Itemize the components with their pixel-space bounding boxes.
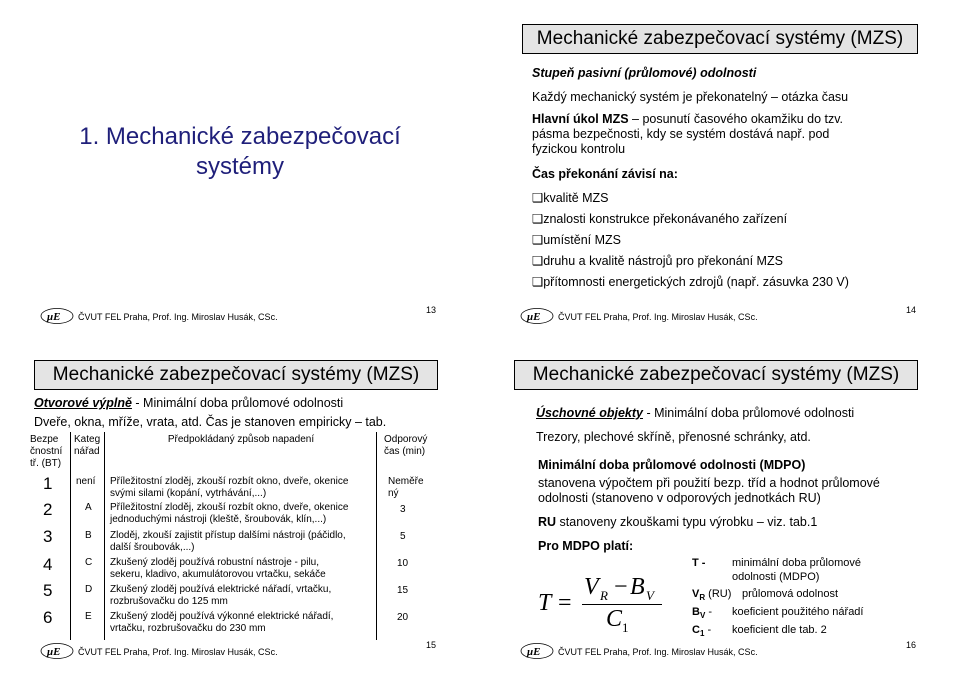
formula-1-sub: 1 bbox=[622, 620, 629, 635]
bt-number: 1 bbox=[43, 474, 53, 493]
legend-val-c1: koeficient dle tab. 2 bbox=[732, 624, 827, 636]
header-line: Bezpe bbox=[30, 434, 59, 445]
body-line: Každý mechanický systém je překonatelný – otázka času bbox=[532, 90, 849, 104]
page-number: 16 bbox=[905, 640, 916, 650]
col-header-time bbox=[384, 434, 427, 458]
category-cell: C bbox=[85, 557, 93, 568]
slide-14-footer bbox=[520, 307, 920, 327]
body-rest: – posunutí časového okamžiku do tzv. bbox=[628, 112, 844, 126]
header-line: Kateg bbox=[74, 434, 101, 445]
body-rest: stanoveny zkouškami typu výrobku – viz. tab.1 bbox=[556, 515, 818, 529]
pro-mdpo-heading: Pro MDPO platí: bbox=[538, 539, 634, 553]
page-number: 13 bbox=[425, 305, 436, 315]
page-number: 15 bbox=[425, 640, 436, 650]
slide-13-title-line1: 1. Mechanické zabezpečovací bbox=[79, 123, 401, 150]
checkbox-icon: ❑ bbox=[532, 212, 544, 226]
university-logo-icon bbox=[40, 307, 74, 325]
university-logo-icon bbox=[520, 307, 554, 325]
formula-fraction-bar bbox=[582, 604, 662, 605]
legend-key-bv bbox=[692, 605, 712, 623]
bullet-item bbox=[532, 212, 787, 227]
time-line1: 20 bbox=[397, 612, 409, 623]
legend-key-sub: R bbox=[699, 593, 706, 603]
footer-text: ČVUT FEL Praha, Prof. Ing. Miroslav Husák, CSc. bbox=[78, 647, 278, 657]
col-header-bt bbox=[30, 434, 62, 470]
bullet-item bbox=[532, 191, 609, 206]
body-line: Trezory, plechové skříně, přenosné schránky, atd. bbox=[536, 430, 811, 444]
desc-line1: Zloděj, zkouší zajistit přístup dalšími nástroji (páčidlo, bbox=[110, 530, 346, 541]
footer-text: ČVUT FEL Praha, Prof. Ing. Miroslav Husák, CSc. bbox=[78, 312, 278, 322]
slide-header: Mechanické zabezpečovací systémy (MZS) bbox=[522, 24, 918, 54]
svg-text:μE: μE bbox=[47, 646, 61, 658]
legend-key-main: B bbox=[692, 606, 700, 618]
body-rest: - Minimální doba průlomové odolnosti bbox=[642, 406, 855, 420]
header-line: čas (min) bbox=[384, 446, 426, 457]
header-line: Odporový bbox=[384, 434, 428, 445]
legend-val-t1: minimální doba průlomové bbox=[732, 557, 862, 569]
time-line1: Neměře bbox=[388, 476, 424, 487]
bullet-text: druhu a kvalitě nástrojů pro překonání MZS bbox=[543, 254, 783, 268]
slide-13-title bbox=[40, 122, 440, 182]
header-line: čnostní bbox=[30, 446, 63, 457]
slide-16-footer bbox=[520, 642, 920, 662]
legend-val-vr: průlomová odolnost bbox=[742, 588, 839, 600]
page-number: 14 bbox=[905, 305, 916, 315]
col-header-attack: Předpokládaný způsob napadení bbox=[167, 434, 315, 445]
desc-line1: Příležitostní zloděj, zkouší rozbít okno, dveře, okenice bbox=[110, 476, 349, 487]
svg-text:μE: μE bbox=[527, 311, 541, 323]
mdpo-heading: Minimální doba průlomové odolnosti (MDPO) bbox=[538, 458, 806, 472]
time-line1: 3 bbox=[400, 504, 406, 515]
time-line1: 15 bbox=[397, 585, 409, 596]
slide-14 bbox=[480, 0, 960, 342]
slide-16 bbox=[480, 342, 960, 684]
bt-number: 3 bbox=[43, 527, 53, 546]
bt-number: 6 bbox=[43, 608, 53, 627]
header-line: nářad bbox=[74, 446, 100, 457]
checkbox-icon: ❑ bbox=[532, 275, 544, 289]
body-line: odolnosti (stanoveno v odporových jednotkách RU) bbox=[538, 491, 821, 505]
col-header-category bbox=[74, 434, 100, 458]
desc-line1: Příležitostní zloděj, zkouší rozbít okno, dveře, okenice bbox=[110, 502, 349, 513]
bt-number: 5 bbox=[43, 581, 53, 600]
bullet-item bbox=[532, 275, 849, 290]
category-cell: není bbox=[76, 476, 96, 487]
body-line: Dveře, okna, mříže, vrata, atd. Čas je stanoven empiricky – tab. bbox=[34, 415, 387, 429]
legend-key-sub: V bbox=[699, 611, 706, 621]
desc-line2: další šroubovák,...) bbox=[110, 542, 195, 553]
bullet-text: kvalitě MZS bbox=[543, 191, 609, 205]
formula-c: C bbox=[606, 606, 623, 632]
desc-line2: rozbrušovačku do 125 mm bbox=[110, 596, 228, 607]
desc-line2: sekeru, kladivo, akumulátorovou vrtačku, sekáče bbox=[110, 569, 326, 580]
header-line: tř. (BT) bbox=[30, 458, 62, 469]
legend-key-main: V bbox=[692, 588, 700, 600]
desc-line1: Zkušený zloděj používá robustní nástroje - pilu, bbox=[110, 557, 319, 568]
subheading: Čas překonání závisí na: bbox=[532, 167, 678, 181]
body-bold: Hlavní úkol MZS bbox=[532, 112, 629, 126]
desc-line1: Zkušený zloděj používá elektrické nářadí, vrtačku, bbox=[110, 584, 332, 595]
body-line bbox=[532, 112, 843, 127]
time-line1: 10 bbox=[397, 558, 409, 569]
svg-text:μE: μE bbox=[47, 311, 61, 323]
body-line: fyzickou kontrolu bbox=[532, 142, 626, 156]
legend-val-bv: koeficient použitého nářadí bbox=[732, 606, 864, 618]
formula-v-sub: V bbox=[646, 588, 654, 603]
checkbox-icon: ❑ bbox=[532, 233, 544, 247]
legend-key-vr bbox=[692, 587, 731, 605]
legend-key-dash: - bbox=[704, 624, 712, 636]
university-logo-icon bbox=[520, 642, 554, 660]
slide-15 bbox=[0, 342, 480, 684]
time-line1: 5 bbox=[400, 531, 406, 542]
body-line bbox=[538, 515, 817, 530]
formula-v: V bbox=[584, 574, 599, 600]
slide-15-footer bbox=[40, 642, 440, 662]
legend-val-t2: odolnosti (MDPO) bbox=[732, 571, 820, 583]
slide-header: Mechanické zabezpečovací systémy (MZS) bbox=[514, 360, 918, 390]
body-bold: RU bbox=[538, 515, 557, 529]
body-line: stanovena výpočtem při použití bezp. tříd a hodnot průlomové bbox=[538, 476, 880, 490]
desc-line2: svými silami (kopání, vytrhávání,...) bbox=[110, 488, 267, 499]
body-line bbox=[34, 396, 343, 411]
bullet-item bbox=[532, 233, 621, 248]
slide-header: Mechanické zabezpečovací systémy (MZS) bbox=[34, 360, 438, 390]
legend-key-sub: 1 bbox=[699, 629, 705, 639]
formula-b: B bbox=[630, 574, 645, 600]
formula-equals: = bbox=[558, 590, 572, 616]
formula-r-sub: R bbox=[600, 588, 608, 603]
section-heading: Stupeň pasivní (průlomové) odolnosti bbox=[532, 66, 757, 80]
bullet-text: umístění MZS bbox=[543, 233, 622, 247]
desc-line2: vrtačku, rozbrušovačku do 230 mm bbox=[110, 623, 266, 634]
university-logo-icon bbox=[40, 642, 74, 660]
desc-line1: Zkušený zloděj používá výkonné elektrické nářadí, bbox=[110, 611, 334, 622]
slide-13-footer bbox=[40, 307, 440, 327]
time-line2: ný bbox=[388, 488, 399, 499]
formula-lhs: T bbox=[538, 590, 552, 616]
body-heading: Otvorové výplně bbox=[34, 396, 132, 410]
category-cell: A bbox=[85, 502, 92, 513]
category-cell: D bbox=[85, 584, 93, 595]
legend-key-unit: (RU) bbox=[705, 588, 732, 600]
slide-13-title-line2: systémy bbox=[195, 153, 284, 180]
legend-key-t: T - bbox=[692, 557, 706, 569]
legend-key-main: C bbox=[692, 624, 700, 636]
bt-number: 4 bbox=[43, 555, 53, 574]
footer-text: ČVUT FEL Praha, Prof. Ing. Miroslav Husák, CSc. bbox=[558, 647, 758, 657]
legend-key-c1 bbox=[692, 623, 711, 641]
category-cell: B bbox=[85, 530, 92, 541]
desc-line2: jednoduchými nástroji (kleště, šroubovák, klín,...) bbox=[110, 514, 327, 525]
bullet-text: znalosti konstrukce překonávaného zařízení bbox=[543, 212, 788, 226]
body-heading: Úschovné objekty bbox=[536, 406, 643, 420]
body-rest: - Minimální doba průlomové odolnosti bbox=[131, 396, 344, 410]
bullet-item bbox=[532, 254, 783, 269]
checkbox-icon: ❑ bbox=[532, 191, 544, 205]
formula-minus: − bbox=[614, 574, 628, 600]
checkbox-icon: ❑ bbox=[532, 254, 544, 268]
svg-text:μE: μE bbox=[527, 646, 541, 658]
bullet-text: přítomnosti energetických zdrojů (např. zásuvka 230 V) bbox=[543, 275, 849, 289]
bt-number: 2 bbox=[43, 500, 53, 519]
footer-text: ČVUT FEL Praha, Prof. Ing. Miroslav Husák, CSc. bbox=[558, 312, 758, 322]
body-line bbox=[536, 406, 854, 421]
slide-13 bbox=[0, 0, 480, 342]
body-line: pásma bezpečnosti, kdy se systém dostává např. pod bbox=[532, 127, 830, 141]
category-cell: E bbox=[85, 611, 92, 622]
legend-key-dash: - bbox=[705, 606, 713, 618]
